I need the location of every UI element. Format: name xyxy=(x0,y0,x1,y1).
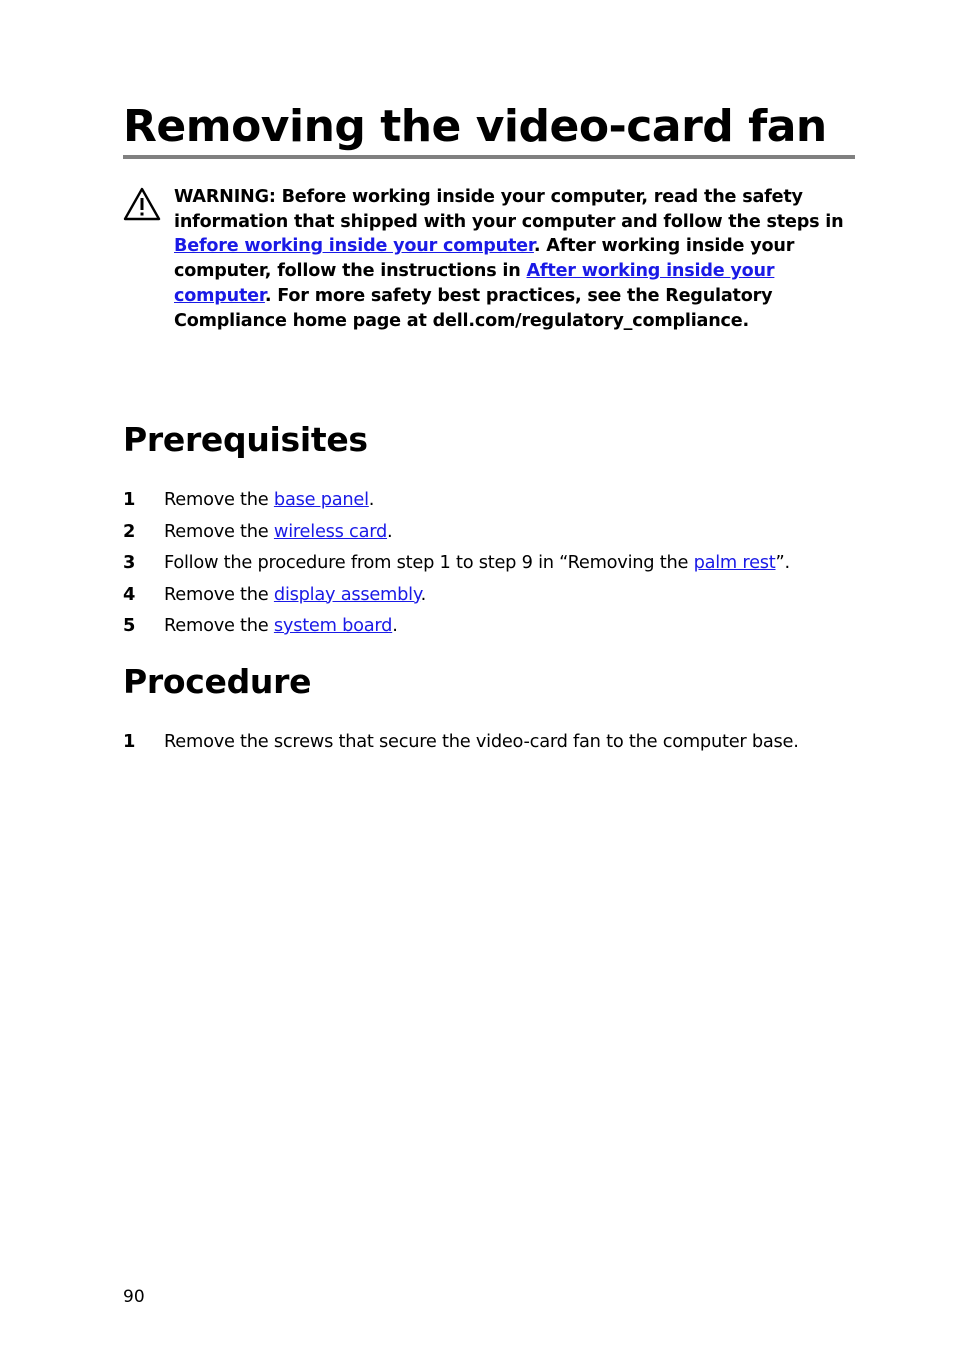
after-working-link[interactable]: After working inside your computer xyxy=(174,261,775,306)
prerequisites-heading: Prerequisites xyxy=(123,420,368,459)
warning-text-part: . After working inside your computer, follow the instructions in xyxy=(174,236,795,282)
step-text-suffix: . xyxy=(387,520,393,542)
prerequisite-step xyxy=(123,610,863,642)
palm-rest-link[interactable]: palm rest xyxy=(693,552,776,573)
warning-icon xyxy=(123,187,161,221)
warning-message xyxy=(174,185,854,333)
step-text-prefix: Follow the procedure from step 1 to step 9 in “Removing the xyxy=(164,552,694,573)
step-text xyxy=(164,547,790,579)
page-title: Removing the video-card fan xyxy=(123,101,827,152)
step-number: 4 xyxy=(123,583,136,605)
system-board-link[interactable]: system board xyxy=(273,615,393,636)
step-text xyxy=(164,610,398,642)
step-number: 3 xyxy=(123,552,136,573)
step-text-suffix: . xyxy=(368,489,375,510)
step-number: 2 xyxy=(123,520,136,542)
step-text: Remove the screws that secure the video-card fan to the computer base. xyxy=(164,731,799,752)
step-number: 5 xyxy=(123,615,136,636)
title-divider xyxy=(123,155,855,159)
before-working-link[interactable]: Before working inside your computer xyxy=(174,236,534,257)
step-text-prefix: Remove the xyxy=(164,520,274,542)
step-text-prefix: Remove the xyxy=(164,615,274,636)
step-number: 1 xyxy=(123,489,136,510)
procedure-heading: Procedure xyxy=(123,662,312,701)
procedure-step xyxy=(123,726,863,758)
step-text xyxy=(164,579,426,611)
step-text-prefix: Remove the xyxy=(164,489,274,510)
step-text xyxy=(164,484,374,516)
page-number: 90 xyxy=(123,1287,145,1307)
prerequisite-step xyxy=(123,579,863,611)
prerequisite-step xyxy=(123,484,863,516)
step-text-suffix: . xyxy=(420,583,427,605)
warning-text-part: . For more safety best practices, see the Regulatory Compliance home page at dell.com/regulatory_compliance. xyxy=(174,285,773,331)
warning-text-part: Before working inside your computer, read the safety information that shipped with your computer and follow the steps in xyxy=(174,187,844,232)
base-panel-link[interactable]: base panel xyxy=(273,489,369,510)
step-text xyxy=(164,516,392,548)
step-text-suffix: . xyxy=(392,615,398,636)
prerequisite-step xyxy=(123,547,863,579)
prerequisite-step xyxy=(123,516,863,548)
step-number: 1 xyxy=(123,731,136,752)
warning-label: WARNING: xyxy=(174,187,276,207)
display-assembly-link[interactable]: display assembly xyxy=(273,583,421,605)
step-text-prefix: Remove the xyxy=(164,583,274,605)
wireless-card-link[interactable]: wireless card xyxy=(273,520,388,542)
step-text-suffix: ”. xyxy=(775,552,790,573)
prerequisites-list xyxy=(123,484,863,642)
procedure-list xyxy=(123,726,863,758)
